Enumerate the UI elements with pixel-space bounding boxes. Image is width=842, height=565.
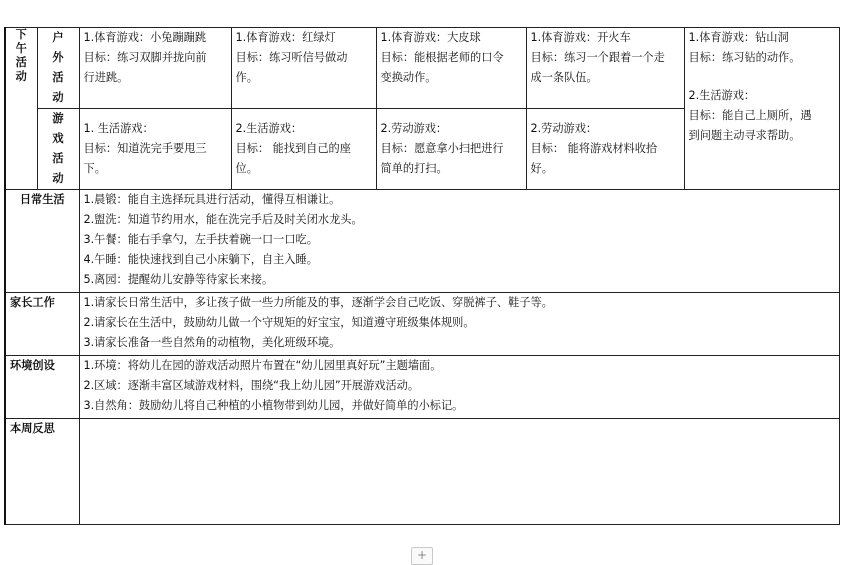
game-day-4 bbox=[526, 109, 684, 190]
add-row-button[interactable] bbox=[411, 547, 433, 565]
activities-day-5 bbox=[684, 28, 839, 190]
outdoor-day-3 bbox=[376, 28, 526, 109]
game-title: 2.生活游戏： bbox=[235, 122, 303, 135]
environment-label-text: 环境创设 bbox=[10, 359, 55, 372]
outdoor-day-4 bbox=[526, 28, 684, 109]
game-goal: 目标：愿意拿小扫把进行 bbox=[380, 142, 504, 155]
afternoon-label-char: 活 bbox=[15, 56, 27, 69]
afternoon-label-char: 动 bbox=[15, 70, 27, 83]
game-goal: 目标：能自己上厕所，遇 bbox=[688, 109, 812, 122]
activity-title: 1.体育游戏：钻山洞 bbox=[688, 31, 789, 44]
game-day-3 bbox=[376, 109, 526, 190]
afternoon-label-char: 午 bbox=[15, 42, 27, 55]
outdoor-day-2 bbox=[231, 28, 376, 109]
game-title: 2.生活游戏： bbox=[688, 89, 756, 102]
spacer bbox=[689, 68, 835, 86]
game-goal: 目标：知道洗完手要甩三 bbox=[83, 142, 207, 155]
activity-goal-cont: 变换动作。 bbox=[380, 71, 437, 84]
game-title: 2.劳动游戏： bbox=[530, 122, 598, 135]
outdoor-activity-label bbox=[37, 28, 79, 109]
reflection-content[interactable] bbox=[79, 419, 839, 525]
daily-life-row bbox=[5, 190, 839, 293]
list-item: 3.自然角：鼓励幼儿将自己种植的小植物带到幼儿园，并做好简单的小标记。 bbox=[83, 399, 464, 412]
game-goal: 目标： 能将游戏材料收拾 bbox=[530, 142, 658, 155]
game-activity-label bbox=[37, 109, 79, 190]
game-goal-cont: 位。 bbox=[235, 162, 258, 175]
game-goal-cont: 简单的打扫。 bbox=[380, 162, 448, 175]
parent-work-label bbox=[5, 293, 79, 356]
environment-content bbox=[79, 356, 839, 419]
afternoon-label-char: 下 bbox=[15, 28, 27, 41]
activity-title: 1.体育游戏：大皮球 bbox=[380, 31, 481, 44]
activity-goal: 目标：练习听信号做动 bbox=[235, 51, 348, 64]
daily-life-content bbox=[79, 190, 839, 293]
activity-goal: 目标：练习钻的动作。 bbox=[688, 51, 801, 64]
reflection-label bbox=[5, 419, 79, 525]
environment-row bbox=[5, 356, 839, 419]
daily-life-label bbox=[5, 190, 79, 293]
game-goal-cont: 到问题主动寻求帮助。 bbox=[688, 129, 801, 142]
list-item: 3.午餐：能右手拿勺，左手扶着碗一口一口吃。 bbox=[83, 233, 318, 246]
activity-goal-cont: 作。 bbox=[235, 71, 258, 84]
activity-goal-cont: 行进跳。 bbox=[83, 71, 129, 84]
daily-life-label-text: 日常生活 bbox=[19, 193, 65, 206]
outdoor-activity-label-text: 户外活动 bbox=[52, 31, 64, 104]
list-item: 2.请家长在生活中，鼓励幼儿做一个守规矩的好宝宝，知道遵守班级集体规则。 bbox=[83, 316, 475, 329]
activity-goal-cont: 成一条队伍。 bbox=[530, 71, 598, 84]
list-item: 4.午睡：能快速找到自己小床躺下，自主入睡。 bbox=[83, 253, 318, 266]
game-activity-label-text: 游戏活动 bbox=[52, 112, 64, 185]
list-item: 2.盥洗：知道节约用水，能在洗完手后及时关闭水龙头。 bbox=[83, 213, 363, 226]
environment-label bbox=[5, 356, 79, 419]
reflection-row bbox=[5, 419, 839, 525]
outdoor-day-1 bbox=[79, 28, 231, 109]
list-item: 1.环境：将幼儿在园的游戏活动照片布置在“幼儿园里真好玩”主题墙面。 bbox=[83, 359, 442, 372]
list-item: 3.请家长准备一些自然角的动植物，美化班级环境。 bbox=[83, 336, 341, 349]
game-goal-cont: 好。 bbox=[530, 162, 553, 175]
list-item: 2.区域：逐渐丰富区域游戏材料，围绕“我上幼儿园”开展游戏活动。 bbox=[83, 379, 420, 392]
parent-work-row bbox=[5, 293, 839, 356]
game-day-2 bbox=[231, 109, 376, 190]
weekly-plan-table bbox=[4, 27, 840, 525]
list-item: 1.请家长日常生活中，多让孩子做一些力所能及的事，逐渐学会自己吃饭、穿脱裤子、鞋子等。 bbox=[83, 296, 553, 309]
afternoon-label bbox=[5, 28, 37, 190]
outdoor-row bbox=[5, 28, 839, 109]
game-day-1 bbox=[79, 109, 231, 190]
parent-work-label-text: 家长工作 bbox=[10, 296, 55, 309]
list-item: 5.离园：提醒幼儿安静等待家长来接。 bbox=[83, 273, 274, 286]
game-goal-cont: 下。 bbox=[83, 162, 106, 175]
plus-icon: + bbox=[416, 548, 428, 562]
activity-title: 1.体育游戏：小兔蹦蹦跳 bbox=[83, 31, 207, 44]
activity-goal: 目标：能根据老师的口令 bbox=[380, 51, 504, 64]
list-item: 1.晨锻：能自主选择玩具进行活动，懂得互相谦让。 bbox=[83, 193, 341, 206]
game-title: 2.劳动游戏： bbox=[380, 122, 448, 135]
activity-goal: 目标：练习双脚并拢向前 bbox=[83, 51, 207, 64]
activity-title: 1.体育游戏：红绿灯 bbox=[235, 31, 336, 44]
game-title: 1. 生活游戏： bbox=[83, 122, 154, 135]
activity-title: 1.体育游戏：开火车 bbox=[530, 31, 631, 44]
reflection-label-text: 本周反思 bbox=[10, 422, 55, 435]
activity-goal: 目标：练习一个跟着一个走 bbox=[530, 51, 665, 64]
parent-work-content bbox=[79, 293, 839, 356]
game-goal: 目标： 能找到自己的座 bbox=[235, 142, 351, 155]
